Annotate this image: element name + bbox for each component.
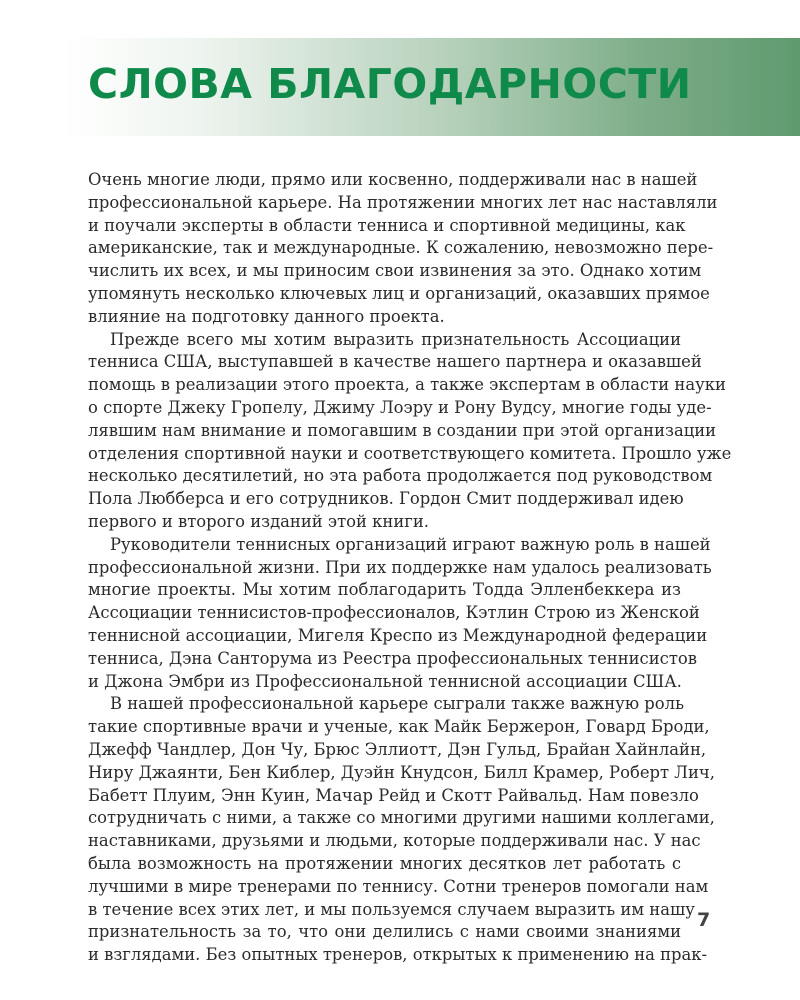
paragraph-1	[88, 169, 718, 329]
paragraph-2	[88, 329, 732, 534]
page-title: СЛОВА БЛАГОДАРНОСТИ	[88, 60, 692, 108]
text-line: Очень многие люди, прямо или косвенно, поддерживали нас в нашей	[88, 170, 698, 189]
text-line: В нашей профессиональной карьере сыграли также важную роль	[110, 694, 685, 714]
text-line: числить их всех, и мы приносим свои извинения за это. Однако хотим	[88, 261, 702, 281]
text-line: и взглядами. Без опытных тренеров, открытых к применению на прак-	[88, 945, 708, 965]
paragraph-3	[88, 534, 712, 694]
text-line: в течение всех этих лет, и мы пользуемся случаем выразить им нашу	[88, 899, 695, 919]
text-line: сотрудничать с ними, а также со многими другими нашими коллегами,	[88, 808, 715, 828]
text-line: несколько десятилетий, но эта работа продолжается под руководством	[88, 466, 713, 486]
text-line: упомянуть несколько ключевых лиц и организаций, оказавших прямое	[88, 283, 710, 303]
text-line: Ассоциации теннисистов-профессионалов, Кэтлин Строю из Женской	[88, 603, 700, 623]
text-line: и поучали эксперты в области тенниса и спортивной медицины, как	[88, 215, 686, 235]
text-line: Бабетт Плуим, Энн Куин, Мачар Рейд и Скотт Райвальд. Нам повезло	[88, 785, 699, 805]
text-line: многие проекты. Мы хотим поблагодарить Тодда Элленбеккера из	[88, 580, 681, 600]
text-line: помощь в реализации этого проекта, а также экспертам в области науки	[88, 375, 726, 395]
text-line: лявшим нам внимание и помогавшим в создании при этой организации	[88, 420, 717, 440]
text-line: Джефф Чандлер, Дон Чу, Брюс Эллиотт, Дэн Гульд, Брайан Хайнлайн,	[88, 739, 707, 759]
text-line: профессиональной карьере. На протяжении многих лет нас наставляли	[88, 192, 718, 212]
text-line: лучшими в мире тренерами по теннису. Сотни тренеров помогали нам	[88, 876, 709, 896]
text-line: Ниру Джаянти, Бен Киблер, Дуэйн Кнудсон, Билл Крамер, Роберт Лич,	[88, 762, 715, 782]
text-line: теннисной ассоциации, Мигеля Креспо из Международной федерации	[88, 625, 708, 645]
page-number: 7	[697, 909, 711, 931]
text-line: Прежде всего мы хотим выразить признательность Ассоциации	[110, 329, 681, 349]
text-line: Пола Любберса и его сотрудников. Гордон Смит поддерживал идею	[88, 489, 684, 509]
text-line: о спорте Джеку Гропелу, Джиму Лоэру и Рону Вудсу, многие годы уде-	[88, 397, 712, 417]
paragraph-4	[88, 693, 715, 967]
text-line: тенниса, Дэна Санторума из Реестра профессиональных теннисистов	[88, 648, 697, 668]
text-line: американские, так и международные. К сожалению, невозможно пере-	[88, 238, 714, 258]
text-line: профессиональной жизни. При их поддержке нам удалось реализовать	[88, 557, 712, 577]
text-line: такие спортивные врачи и ученые, как Майк Бержерон, Говард Броди,	[88, 717, 710, 737]
text-line: отделения спортивной науки и соответствующего комитета. Прошло уже	[88, 443, 732, 463]
body-text	[88, 169, 732, 967]
text-line: наставниками, друзьями и людьми, которые поддерживали нас. У нас	[88, 831, 701, 851]
text-line: Руководители теннисных организаций играют важную роль в нашей	[110, 534, 711, 554]
text-line: и Джона Эмбри из Профессиональной теннисной ассоциации США.	[88, 671, 682, 691]
text-line: тенниса США, выступавшей в качестве нашего партнера и оказавшей	[88, 352, 702, 372]
text-line: влияние на подготовку данного проекта.	[88, 306, 445, 326]
text-line: первого и второго изданий этой книги.	[88, 511, 429, 531]
text-line: была возможность на протяжении многих десятков лет работать с	[88, 853, 681, 873]
text-line: признательность за то, что они делились с нами своими знаниями	[88, 922, 681, 942]
